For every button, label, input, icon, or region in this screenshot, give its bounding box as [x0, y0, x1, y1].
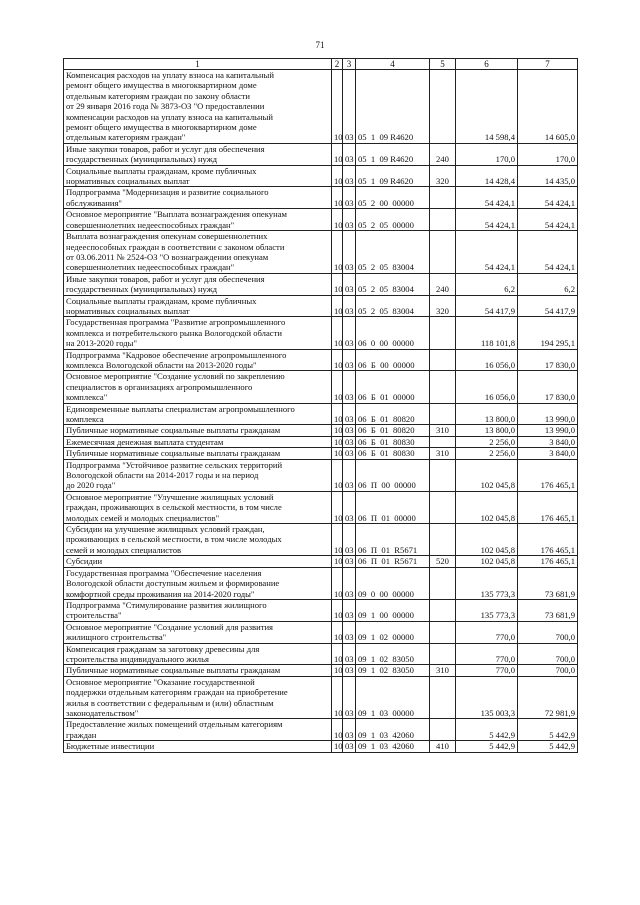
row-sum-year-2: 5 442,9: [518, 719, 578, 741]
row-subsection: 03: [343, 556, 356, 567]
row-sum-year-2: 3 840,0: [518, 436, 578, 447]
row-expense-type: [430, 317, 456, 349]
table-row: [64, 459, 578, 491]
row-section: 10: [332, 273, 343, 295]
row-section: 10: [332, 599, 343, 621]
row-sum-year-2: 176 465,1: [518, 524, 578, 556]
row-section: 10: [332, 317, 343, 349]
row-expense-type: 320: [430, 165, 456, 187]
row-subsection: 03: [343, 143, 356, 165]
row-subsection: 03: [343, 741, 356, 752]
row-expense-type: [430, 231, 456, 274]
row-expense-type: [430, 621, 456, 643]
row-sum-year-2: 73 681,9: [518, 599, 578, 621]
row-expense-type: [430, 567, 456, 599]
row-target-article: 05 2 05 00000: [356, 209, 430, 231]
row-subsection: 03: [343, 448, 356, 459]
row-subsection: 03: [343, 459, 356, 491]
row-name: Иные закупки товаров, работ и услуг для обеспечения государственных (муниципальных) нужд: [64, 143, 332, 165]
header-col-3: 3: [343, 59, 356, 70]
row-sum-year-2: 73 681,9: [518, 567, 578, 599]
row-name: Компенсация расходов на уплату взноса на капитальный ремонт общего имущества в многоквартирном доме отдельным категориям граждан по закону области от 29 января 2016 года № 3873-ОЗ "О предоставлении компенсации расходов на уплату взноса на капитальный ремонт общего имущества в многоквартирном доме отдельным категориям граждан": [64, 70, 332, 144]
row-sum-year-2: 700,0: [518, 665, 578, 676]
row-subsection: 03: [343, 349, 356, 371]
table-row: [64, 403, 578, 425]
row-target-article: 05 2 05 83004: [356, 231, 430, 274]
table-row: [64, 491, 578, 523]
page-number: 71: [315, 40, 325, 50]
row-sum-year-1: 770,0: [456, 665, 518, 676]
table-row: [64, 741, 578, 752]
row-sum-year-1: 135 003,3: [456, 676, 518, 719]
row-sum-year-2: 6,2: [518, 273, 578, 295]
table-row: [64, 643, 578, 665]
row-section: 10: [332, 143, 343, 165]
row-name: Государственная программа "Обеспечение населения Вологодской области доступным жильем и формирование комфортной среды проживания на 2014-2020 годы": [64, 567, 332, 599]
row-target-article: 09 1 02 83050: [356, 665, 430, 676]
row-section: 10: [332, 209, 343, 231]
row-target-article: 09 1 02 83050: [356, 643, 430, 665]
header-col-2: 2: [332, 59, 343, 70]
row-sum-year-2: 72 981,9: [518, 676, 578, 719]
row-section: 10: [332, 676, 343, 719]
row-section: 10: [332, 719, 343, 741]
row-sum-year-2: 54 424,1: [518, 187, 578, 209]
table-row: [64, 371, 578, 403]
table-row: [64, 273, 578, 295]
row-sum-year-1: 54 417,9: [456, 295, 518, 317]
row-subsection: 03: [343, 524, 356, 556]
row-subsection: 03: [343, 425, 356, 436]
row-target-article: 06 П 00 00000: [356, 459, 430, 491]
row-sum-year-1: 102 045,8: [456, 524, 518, 556]
row-target-article: 09 1 03 42060: [356, 719, 430, 741]
row-sum-year-2: 194 295,1: [518, 317, 578, 349]
row-name: Основное мероприятие "Создание условий для развития жилищного строительства": [64, 621, 332, 643]
row-target-article: 06 0 00 00000: [356, 317, 430, 349]
row-expense-type: [430, 599, 456, 621]
header-col-4: 4: [356, 59, 430, 70]
row-sum-year-1: 118 101,8: [456, 317, 518, 349]
row-target-article: 05 1 09 R4620: [356, 70, 430, 144]
row-expense-type: [430, 187, 456, 209]
row-sum-year-1: 16 056,0: [456, 371, 518, 403]
table-row: [64, 567, 578, 599]
row-sum-year-1: 16 056,0: [456, 349, 518, 371]
row-target-article: 09 0 00 00000: [356, 567, 430, 599]
row-section: 10: [332, 436, 343, 447]
row-subsection: 03: [343, 676, 356, 719]
table-row: [64, 295, 578, 317]
row-sum-year-2: 700,0: [518, 643, 578, 665]
row-section: 10: [332, 403, 343, 425]
row-expense-type: [430, 719, 456, 741]
row-section: 10: [332, 165, 343, 187]
row-sum-year-2: 176 465,1: [518, 556, 578, 567]
row-target-article: 06 Б 01 00000: [356, 371, 430, 403]
row-sum-year-2: 5 442,9: [518, 741, 578, 752]
row-name: Публичные нормативные социальные выплаты гражданам: [64, 448, 332, 459]
budget-table: [63, 58, 578, 753]
row-name: Подпрограмма "Модернизация и развитие социального обслуживания": [64, 187, 332, 209]
row-subsection: 03: [343, 209, 356, 231]
row-section: 10: [332, 741, 343, 752]
row-section: 10: [332, 371, 343, 403]
row-name: Субсидии на улучшение жилищных условий граждан, проживающих в сельской местности, в том числе молодых семей и молодых специалистов: [64, 524, 332, 556]
row-expense-type: [430, 676, 456, 719]
row-subsection: 03: [343, 436, 356, 447]
table-row: [64, 165, 578, 187]
row-sum-year-2: 17 830,0: [518, 349, 578, 371]
row-sum-year-1: 54 424,1: [456, 187, 518, 209]
row-expense-type: 320: [430, 295, 456, 317]
row-expense-type: [430, 459, 456, 491]
row-sum-year-2: 3 840,0: [518, 448, 578, 459]
row-target-article: 09 1 03 42060: [356, 741, 430, 752]
header-col-7: 7: [518, 59, 578, 70]
row-target-article: 06 Б 01 80820: [356, 425, 430, 436]
row-expense-type: 310: [430, 448, 456, 459]
row-name: Социальные выплаты гражданам, кроме публичных нормативных социальных выплат: [64, 295, 332, 317]
row-name: Основное мероприятие "Создание условий по закреплению специалистов в организациях агропромышленного комплекса": [64, 371, 332, 403]
row-section: 10: [332, 425, 343, 436]
table-row: [64, 231, 578, 274]
header-row: [64, 59, 578, 70]
row-expense-type: [430, 70, 456, 144]
row-target-article: 05 2 00 00000: [356, 187, 430, 209]
row-target-article: 05 1 09 R4620: [356, 143, 430, 165]
table-row: [64, 70, 578, 144]
row-subsection: 03: [343, 295, 356, 317]
row-sum-year-1: 770,0: [456, 643, 518, 665]
row-target-article: 05 2 05 83004: [356, 295, 430, 317]
row-target-article: 06 П 01 00000: [356, 491, 430, 523]
row-name: Подпрограмма "Устойчивое развитие сельских территорий Вологодской области на 2014-2017 годы и на период до 2020 года": [64, 459, 332, 491]
row-target-article: 09 1 03 00000: [356, 676, 430, 719]
row-name: Подпрограмма "Кадровое обеспечение агропромышленного комплекса Вологодской области на 2013-2020 годы": [64, 349, 332, 371]
row-section: 10: [332, 643, 343, 665]
row-section: 10: [332, 621, 343, 643]
table-row: [64, 143, 578, 165]
table-row: [64, 719, 578, 741]
row-section: 10: [332, 491, 343, 523]
table-row: [64, 425, 578, 436]
row-name: Бюджетные инвестиции: [64, 741, 332, 752]
row-subsection: 03: [343, 665, 356, 676]
row-sum-year-1: 54 424,1: [456, 231, 518, 274]
row-target-article: 06 П 01 R5671: [356, 556, 430, 567]
row-expense-type: 310: [430, 665, 456, 676]
row-target-article: 06 Б 01 80820: [356, 403, 430, 425]
row-sum-year-2: 54 424,1: [518, 231, 578, 274]
row-section: 10: [332, 231, 343, 274]
row-sum-year-1: 5 442,9: [456, 719, 518, 741]
row-section: 10: [332, 295, 343, 317]
row-sum-year-2: 176 465,1: [518, 491, 578, 523]
row-subsection: 03: [343, 599, 356, 621]
table-row: [64, 187, 578, 209]
row-section: 10: [332, 665, 343, 676]
row-sum-year-2: 14 435,0: [518, 165, 578, 187]
table-row: [64, 676, 578, 719]
row-subsection: 03: [343, 317, 356, 349]
row-sum-year-1: 2 256,0: [456, 448, 518, 459]
table-row: [64, 317, 578, 349]
row-sum-year-2: 700,0: [518, 621, 578, 643]
row-subsection: 03: [343, 70, 356, 144]
row-sum-year-1: 2 256,0: [456, 436, 518, 447]
row-expense-type: 410: [430, 741, 456, 752]
row-section: 10: [332, 187, 343, 209]
row-expense-type: [430, 524, 456, 556]
row-subsection: 03: [343, 273, 356, 295]
row-subsection: 03: [343, 719, 356, 741]
row-name: Иные закупки товаров, работ и услуг для обеспечения государственных (муниципальных) нужд: [64, 273, 332, 295]
row-sum-year-1: 102 045,8: [456, 556, 518, 567]
row-sum-year-2: 176 465,1: [518, 459, 578, 491]
row-sum-year-1: 14 428,4: [456, 165, 518, 187]
header-col-5: 5: [430, 59, 456, 70]
table-body: [64, 70, 578, 753]
row-expense-type: [430, 403, 456, 425]
table-row: [64, 209, 578, 231]
row-expense-type: [430, 643, 456, 665]
row-subsection: 03: [343, 621, 356, 643]
row-sum-year-1: 14 598,4: [456, 70, 518, 144]
table-row: [64, 448, 578, 459]
table-row: [64, 524, 578, 556]
row-expense-type: 240: [430, 273, 456, 295]
row-target-article: 06 Б 01 80830: [356, 448, 430, 459]
row-target-article: 06 Б 01 80830: [356, 436, 430, 447]
row-section: 10: [332, 459, 343, 491]
row-subsection: 03: [343, 371, 356, 403]
row-subsection: 03: [343, 231, 356, 274]
row-subsection: 03: [343, 403, 356, 425]
row-sum-year-1: 135 773,3: [456, 567, 518, 599]
row-subsection: 03: [343, 491, 356, 523]
row-sum-year-1: 13 800,0: [456, 425, 518, 436]
row-sum-year-1: 6,2: [456, 273, 518, 295]
row-sum-year-2: 17 830,0: [518, 371, 578, 403]
row-sum-year-2: 14 605,0: [518, 70, 578, 144]
row-sum-year-1: 13 800,0: [456, 403, 518, 425]
row-expense-type: 520: [430, 556, 456, 567]
row-name: Основное мероприятие "Улучшение жилищных условий граждан, проживающих в сельской местности, в том числе молодых семей и молодых специалистов": [64, 491, 332, 523]
row-name: Единовременные выплаты специалистам агропромышленного комплекса: [64, 403, 332, 425]
row-sum-year-1: 102 045,8: [456, 459, 518, 491]
row-target-article: 09 1 02 00000: [356, 621, 430, 643]
table-row: [64, 621, 578, 643]
row-target-article: 09 1 00 00000: [356, 599, 430, 621]
row-target-article: 06 П 01 R5671: [356, 524, 430, 556]
row-sum-year-1: 54 424,1: [456, 209, 518, 231]
row-name: Социальные выплаты гражданам, кроме публичных нормативных социальных выплат: [64, 165, 332, 187]
row-section: 10: [332, 567, 343, 599]
row-subsection: 03: [343, 643, 356, 665]
row-expense-type: [430, 371, 456, 403]
row-section: 10: [332, 70, 343, 144]
header-col-6: 6: [456, 59, 518, 70]
header-col-1: 1: [64, 59, 332, 70]
row-section: 10: [332, 556, 343, 567]
row-sum-year-1: 170,0: [456, 143, 518, 165]
table-row: [64, 436, 578, 447]
row-name: Выплата вознаграждения опекунам совершеннолетних недееспособных граждан в соответствии с законом области от 03.06.2011 № 2524-ОЗ "О вознаграждении опекунам совершеннолетних недееспособных граждан": [64, 231, 332, 274]
row-section: 10: [332, 524, 343, 556]
row-subsection: 03: [343, 187, 356, 209]
row-subsection: 03: [343, 165, 356, 187]
row-sum-year-2: 170,0: [518, 143, 578, 165]
row-target-article: 06 Б 00 00000: [356, 349, 430, 371]
row-expense-type: [430, 491, 456, 523]
row-target-article: 05 1 09 R4620: [356, 165, 430, 187]
row-name: Субсидии: [64, 556, 332, 567]
row-name: Государственная программа "Развитие агропромышленного комплекса и потребительского рынка Вологодской области на 2013-2020 годы": [64, 317, 332, 349]
row-name: Основное мероприятие "Выплата вознаграждения опекунам совершеннолетних недееспособных граждан": [64, 209, 332, 231]
table-row: [64, 665, 578, 676]
row-expense-type: [430, 349, 456, 371]
table-row: [64, 349, 578, 371]
row-name: Предоставление жилых помещений отдельным категориям граждан: [64, 719, 332, 741]
table-row: [64, 599, 578, 621]
row-name: Компенсация гражданам за заготовку древесины для строительства индивидуального жилья: [64, 643, 332, 665]
row-sum-year-2: 54 417,9: [518, 295, 578, 317]
row-expense-type: 310: [430, 425, 456, 436]
row-section: 10: [332, 349, 343, 371]
row-sum-year-2: 54 424,1: [518, 209, 578, 231]
row-target-article: 05 2 05 83004: [356, 273, 430, 295]
table-row: [64, 556, 578, 567]
row-name: Публичные нормативные социальные выплаты гражданам: [64, 665, 332, 676]
row-name: Публичные нормативные социальные выплаты гражданам: [64, 425, 332, 436]
row-expense-type: 240: [430, 143, 456, 165]
row-sum-year-1: 102 045,8: [456, 491, 518, 523]
row-subsection: 03: [343, 567, 356, 599]
row-name: Основное мероприятие "Оказание государственной поддержки отдельным категориям граждан на приобретение жилья в соответствии с федеральным и (или) областным законодательством": [64, 676, 332, 719]
row-sum-year-2: 13 990,0: [518, 425, 578, 436]
row-expense-type: [430, 209, 456, 231]
row-sum-year-1: 5 442,9: [456, 741, 518, 752]
row-name: Подпрограмма "Стимулирование развития жилищного строительства": [64, 599, 332, 621]
row-sum-year-1: 770,0: [456, 621, 518, 643]
row-name: Ежемесячная денежная выплата студентам: [64, 436, 332, 447]
row-section: 10: [332, 448, 343, 459]
row-expense-type: [430, 436, 456, 447]
row-sum-year-1: 135 773,3: [456, 599, 518, 621]
row-sum-year-2: 13 990,0: [518, 403, 578, 425]
